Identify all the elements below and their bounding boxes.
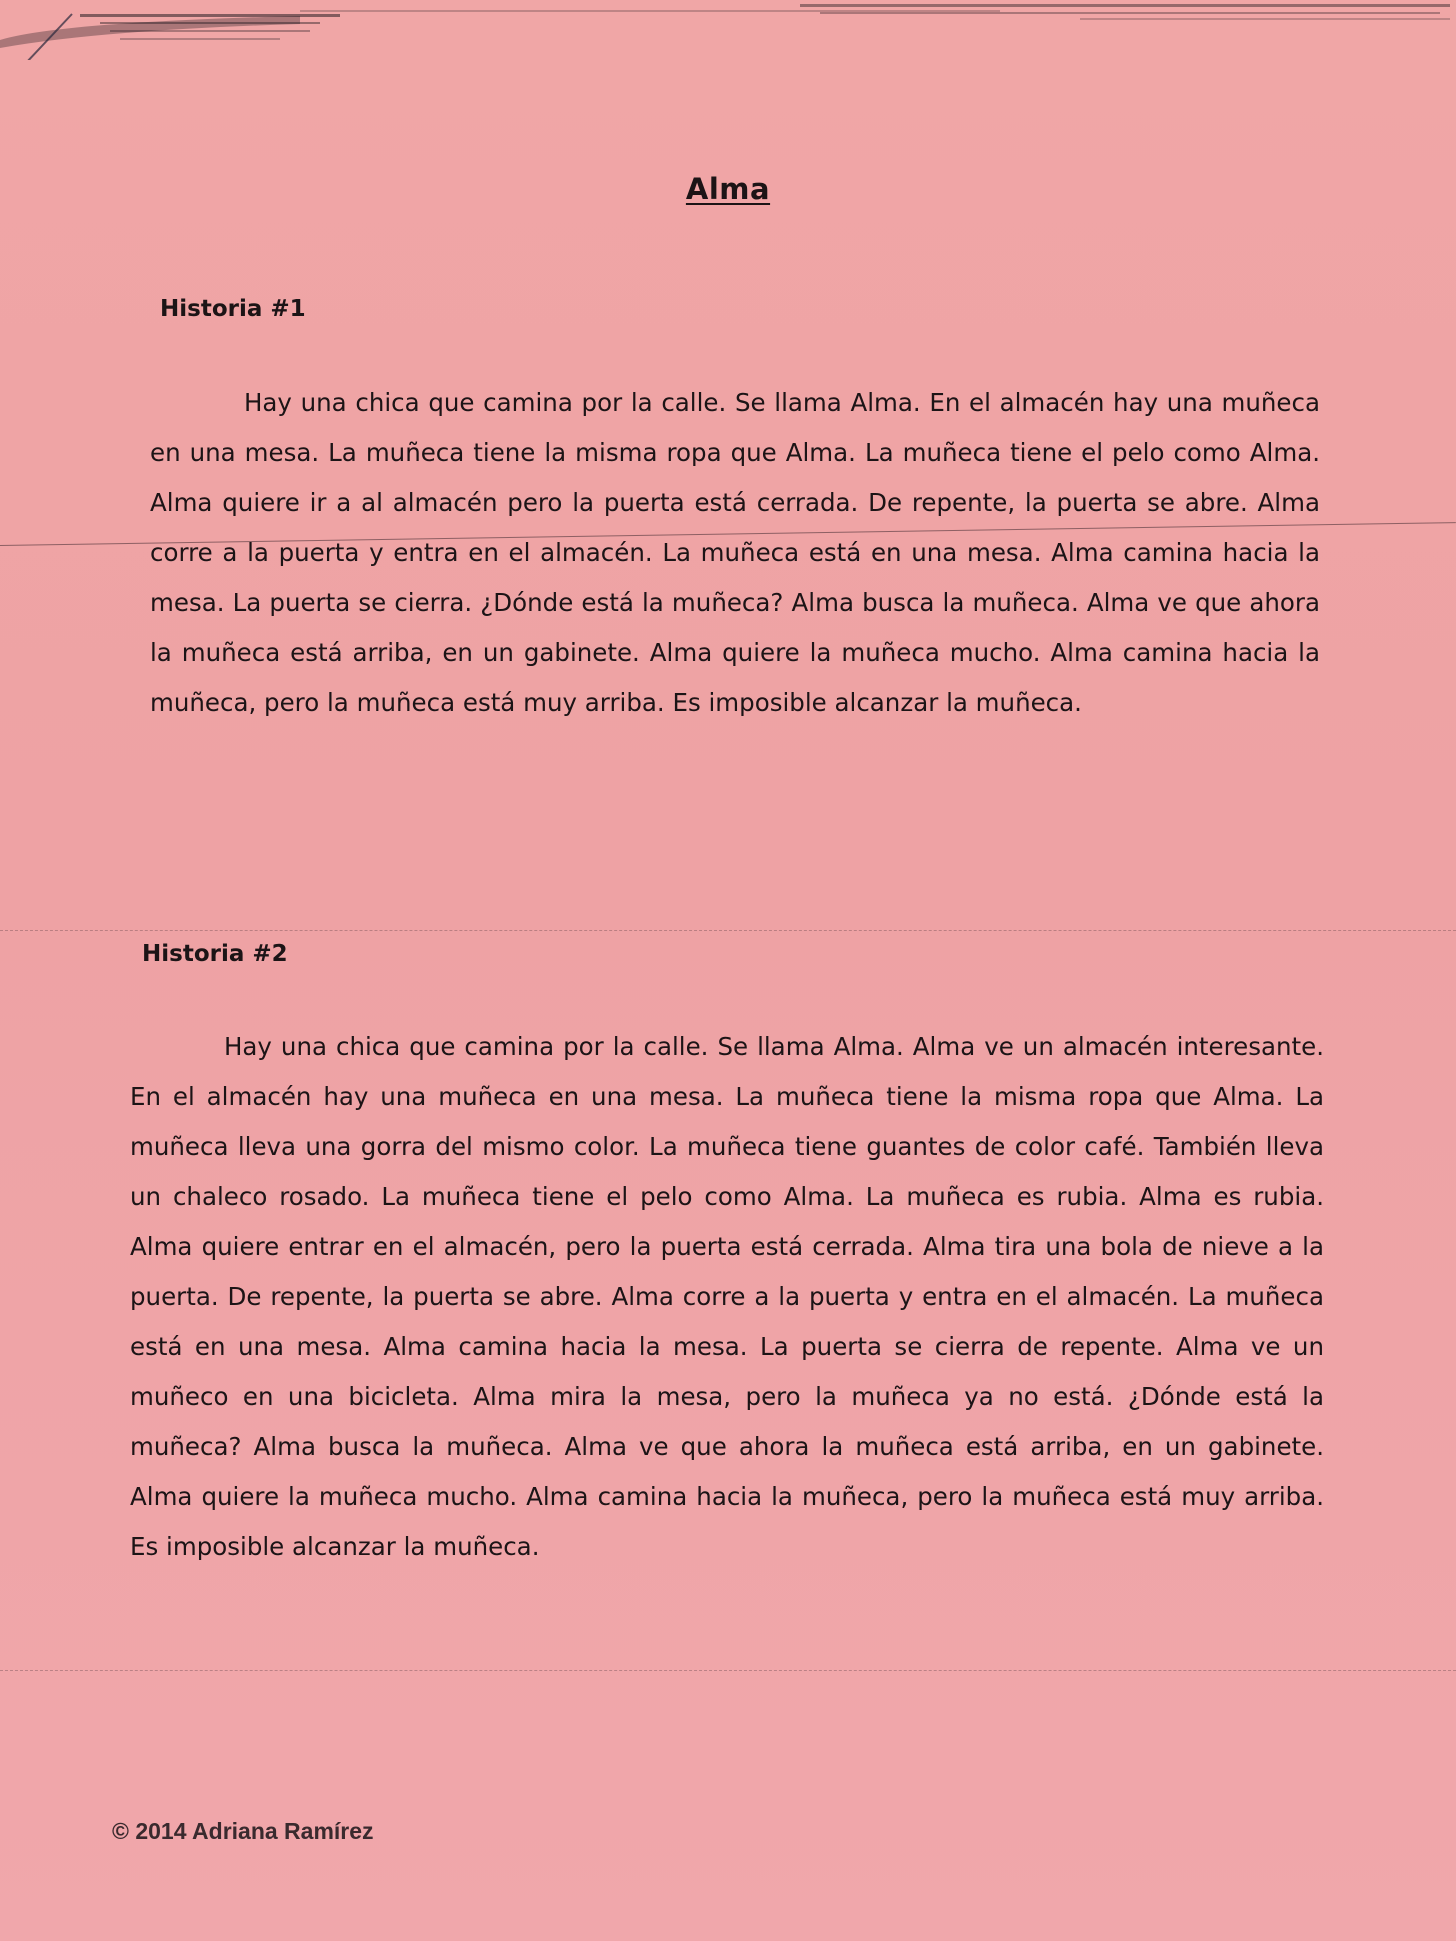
story-2-heading: Historia #2 bbox=[142, 941, 288, 967]
story-1-text: Hay una chica que camina por la calle. Se llama Alma. En el almacén hay una muñeca en una mesa. La muñeca tiene la misma ropa que Alma. La muñeca tiene el pelo como Alma. Alma quiere ir a al almacén pero la puerta está cerrada. De repente, la puerta se abre. Alma corre a la puerta y entra en el almacén. La muñeca está en una mesa. Alma camina hacia la mesa. La puerta se cierra. ¿Dónde está la muñeca? Alma busca la muñeca. Alma ve que ahora la muñeca está arriba, en un gabinete. Alma quiere la muñeca mucho. Alma camina hacia la muñeca, pero la muñeca está muy arriba. Es imposible alcanzar la muñeca. bbox=[150, 388, 1320, 717]
document-title: Alma bbox=[685, 172, 771, 206]
scan-fold-line bbox=[0, 930, 1456, 931]
story-2-text: Hay una chica que camina por la calle. Se llama Alma. Alma ve un almacén interesante. En el almacén hay una muñeca en una mesa. La muñeca tiene la misma ropa que Alma. La muñeca lleva una gorra del mismo color. La muñeca tiene guantes de color café. También lleva un chaleco rosado. La muñeca tiene el pelo como Alma. La muñeca es rubia. Alma es rubia. Alma quiere entrar en el almacén, pero la puerta está cerrada. Alma tira una bola de nieve a la puerta. De repente, la puerta se abre. Alma corre a la puerta y entra en el almacén. La muñeca está en una mesa. Alma camina hacia la mesa. La puerta se cierra de repente. Alma ve un muñeco en una bicicleta. Alma mira la mesa, pero la muñeca ya no está. ¿Dónde está la muñeca? Alma busca la muñeca. Alma ve que ahora la muñeca está arriba, en un gabinete. Alma quiere la muñeca mucho. Alma camina hacia la muñeca, pero la muñeca está muy arriba. Es imposible alcanzar la muñeca. bbox=[130, 1032, 1324, 1561]
story-1-heading: Historia #1 bbox=[160, 296, 306, 322]
scan-fold-line bbox=[0, 1670, 1456, 1671]
scan-artifact-top bbox=[0, 0, 1456, 60]
copyright-footer: © 2014 Adriana Ramírez bbox=[112, 1818, 374, 1844]
